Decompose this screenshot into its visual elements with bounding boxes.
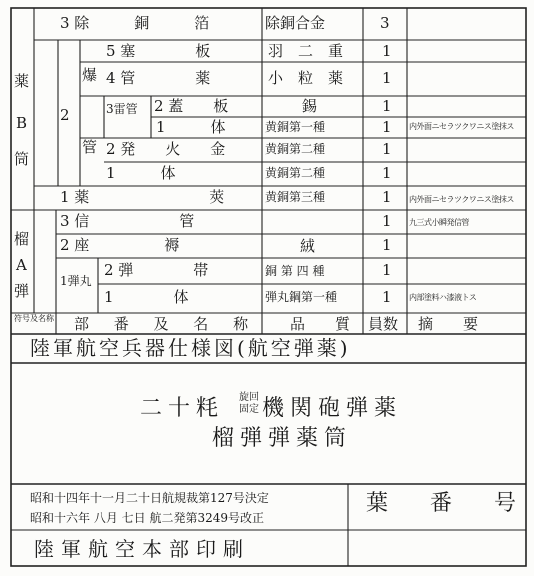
row-12-qty: 1 xyxy=(382,288,392,306)
sub-dangan-label: 1弾丸 xyxy=(60,274,92,288)
decision-line-2: 昭和十六年 八月 七日 航二発第3249号改正 xyxy=(30,511,264,525)
page-number-label: 葉 番 号 xyxy=(366,491,527,516)
row-8-note: 内外面ニセラツクワニス塗抹ス xyxy=(409,195,514,204)
group-a-name-top: 榴 xyxy=(14,230,30,248)
group-a-letter: A xyxy=(16,256,27,274)
row-3-material: 小 粒 薬 xyxy=(268,69,344,87)
row-6-qty: 1 xyxy=(382,140,392,158)
row-5-material: 黄銅第一種 xyxy=(265,120,326,134)
main-title-small-top: 旋回 xyxy=(239,392,259,403)
row-5-part: 1 体 xyxy=(156,118,226,136)
row-6-material: 黄銅第二種 xyxy=(265,142,326,156)
row-12-note: 内部塗料ハ漆液トス xyxy=(409,293,477,302)
row-5-note: 内外面ニセラツクワニス塗抹ス xyxy=(409,122,514,131)
row-10-qty: 1 xyxy=(382,236,392,254)
header-qty-label: 員数 xyxy=(368,315,399,333)
row-11-part: 2 弾 帯 xyxy=(104,261,209,279)
row-1-qty: 3 xyxy=(380,14,390,32)
group-b-name-top: 薬 xyxy=(14,72,30,90)
row-9-part: 3 信 管 xyxy=(60,212,195,230)
row-5-qty: 1 xyxy=(382,118,392,136)
row-11-material: 銅 第 四 種 xyxy=(265,264,325,278)
row-8-part: 1 薬 莢 xyxy=(60,188,225,206)
row-4-part: 2 蓋 板 xyxy=(154,97,229,115)
row-3-part: 4 管 薬 xyxy=(106,69,211,87)
row-6-part: 2 発 火 金 xyxy=(106,140,226,158)
row-7-material: 黄銅第二種 xyxy=(265,166,326,180)
sub-raikan-label: 3雷管 xyxy=(106,102,138,116)
row-10-material: 絨 xyxy=(300,237,316,255)
main-title-line2: 榴弾弾薬筒 xyxy=(212,426,353,451)
header-material-label: 品 質 xyxy=(290,315,351,333)
row-9-qty: 1 xyxy=(382,212,392,230)
main-title-suffix: 機関砲弾薬 xyxy=(262,396,403,421)
row-3-qty: 1 xyxy=(382,69,392,87)
row-12-material: 弾丸鋼第一種 xyxy=(265,290,338,304)
row-7-qty: 1 xyxy=(382,164,392,182)
row-4-material: 錫 xyxy=(302,97,318,115)
row-2-qty: 1 xyxy=(382,42,392,60)
row-10-part: 2 座 褥 xyxy=(60,236,180,254)
decision-line-1: 昭和十四年十一月二十日航規裁第127号決定 xyxy=(30,491,269,505)
row-11-qty: 1 xyxy=(382,261,392,279)
header-note-label: 摘 要 xyxy=(418,315,479,333)
row-4-qty: 1 xyxy=(382,97,392,115)
main-title-small-bottom: 固定 xyxy=(239,404,259,415)
main-title-prefix: 二十粍 xyxy=(140,396,225,421)
group-b-name-bottom: 筒 xyxy=(14,150,30,168)
row-8-qty: 1 xyxy=(382,188,392,206)
row-9-note: 九三式小瞬発信管 xyxy=(409,218,469,227)
sub-bakkan-num: 2 xyxy=(60,106,70,124)
row-8-material: 黄銅第三種 xyxy=(265,190,326,204)
sub-bakkan-char-2: 管 xyxy=(82,138,98,156)
group-b-letter: B xyxy=(16,114,28,132)
row-2-material: 羽 二 重 xyxy=(268,42,344,60)
printer-label: 陸軍航空本部印刷 xyxy=(34,537,250,561)
sub-bakkan-char-1: 爆 xyxy=(82,66,98,84)
row-1-material: 除銅合金 xyxy=(265,14,326,32)
row-1-part: 3 除 銅 箔 xyxy=(60,14,210,32)
header-symbol-label: 符号及名称 xyxy=(14,314,54,323)
group-a-name-bottom: 弾 xyxy=(14,282,30,300)
sheet-title: 陸軍航空兵器仕様図(航空弾薬) xyxy=(30,336,351,360)
header-part-label: 部 番 及 名 称 xyxy=(74,315,259,333)
row-7-part: 1 体 xyxy=(106,164,176,182)
row-2-part: 5 塞 板 xyxy=(106,42,211,60)
row-12-part: 1 体 xyxy=(104,288,189,306)
